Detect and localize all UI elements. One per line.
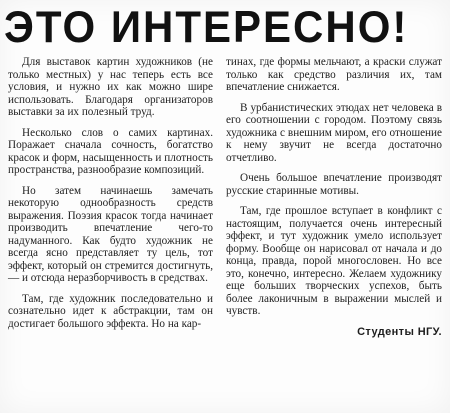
article-left-column: [8, 56, 213, 338]
paragraph: Несколько слов о самих картинах. Поражает сначала сочность, богатство красок и форм, насыщенность и плотность пространства, разнообразие композиций.: [8, 126, 213, 176]
paragraph: тинах, где формы мельчают, а краски служат только как средство различия их, там впечатление снижается.: [226, 56, 442, 93]
article-signature: Студенты НГУ.: [357, 325, 442, 338]
paragraph: [8, 185, 213, 285]
paragraph: В урбанистических этюдах нет человека в его соотношении с городом. Поэтому связь художника с внешним миром, его отношение к нему звучит не всегда достаточно отчетливо.: [226, 101, 442, 164]
paragraph: Там, где художник последовательно и сознательно идет к абстракции, там он достигает большого эффекта. Но на кар-: [8, 292, 213, 330]
paragraph-text: Но затем начинаешь замечать некоторую однообразность: [8, 184, 213, 209]
article-headline: ЭТО ИНТЕРЕСНО!: [4, 2, 409, 52]
paragraph: Там, где прошлое вступает в конфликт с настоящим, получается очень интересный эффект, и тут художник умело использует форму. Вообще он нарисовал от начала и до конца, правда, порой многословен. Но все это, конечно, интересно. Желаем художнику еще больших творческих успехов, быть более лаконичным в выражении мыслей и чувств.: [226, 205, 442, 317]
article-right-column: [226, 56, 442, 346]
paragraph: Для выставок картин художников (не только местных) у нас теперь есть все условия, и нужно их как можно шире использовать. Благодаря организаторов выставки за их полезный труд.: [8, 56, 213, 118]
paragraph: Очень большое впечатление производят русские старинные мотивы.: [226, 172, 442, 197]
paragraph-text: средств выражения. Поэзия красок тогда начинает производить впечатление чего-то надуманного. Как будто художник не всегда ясно представляет ту цель, тот эффект, который он стремится достигнуть, — и отсюда неразборчивость в средствах.: [8, 197, 213, 284]
